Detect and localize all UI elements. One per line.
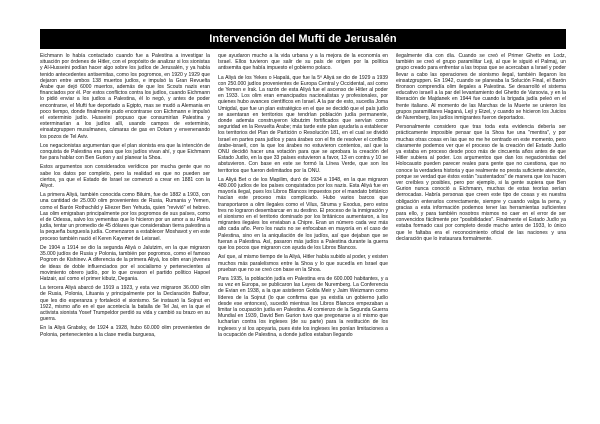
column-middle bbox=[218, 53, 388, 415]
paragraph: La Aliyá Bet o de los Mapilim, duró de 1934 a 1948, en la que migraron 480.000 judíos de los países conquistados por los nazis. Esta Aliyá fue en mayoría ilegal, pues los Libros Blancos impuestos por el mandato británico hacían este proceso más complicado. Hubo varios barcos que transportaron a olim ilegales como el Vilus, Struma y Exodus, pero estos tres no lograron desembarcar en su destino. El proceso de la inmigración y el sionismo en el territorio dominado por los británicos aumentaron, a los migrantes ilegales los enviaban a Chipre. Eran un número cada vez más alto cada año. Pero los nazis no se enfocaban en mayoría en el caso de Palestina, sino en la aniquilación de los judíos, así que dejaban que se fueran a Palestina. Así, pasaron más judíos a Palestina durante la guerra que los pocos que migraron con ayuda de los Libros Blancos. bbox=[218, 176, 388, 252]
paragraph: Estos argumentos son considerados verídicos por mucha gente que no sabe los datos por completo, pero la realidad es que no pueden ser ciertos, ya que el Estado de Israel se comenzó a crear en 1881 con la Aliyot. bbox=[40, 164, 210, 190]
paragraph: Personalmente considero que tras toda esta evidencia debería ser prácticamente imposible pensar que la Shoa fue una "mentira", y por muchas otras cosas en las que no me he centrado en este momento, pero claramente podemos ver que el proceso de la creación del Estado Judío ya estaba en proceso desde poco más de cincuenta años antes de que Hitler subiera al poder. Los argumentos que dan los negacionistas del Holocausto pueden parecer reales para gente que no cuestiona, que no conoce la verdadera historia y que realmente no presta suficiente atención, porque se verdad que éstos están "sustentados" de manera que los hacen ver creíbles y posibles, pero por ejemplo, si la gente supiera que Ben Gurion nunca conoció a Eichmann, muchas de estas teorías serían derrocadas. Habría personas que creen este tipo de cosas y es nuestra obligación enterarlos correctamente, siempre y cuando valga la pena, y gracias a esta información podemos tener las herramientas suficientes para ello, y para también nosotros mismos no caer en el error de ser convencidos fácilmente por "posibilidades". Finalmente el Estado Judío ya estaba formado casi por completo desde mucho antes de 1933, lo único que le faltaba era el reconocimiento oficial de las naciones y una declaración que lo instaurara formalmente. bbox=[396, 124, 566, 242]
column-left bbox=[40, 53, 210, 415]
paragraph: Eichmann lo había contactado cuando fue a Palestina a investigar la situación por órdenes de Hitler, con el propósito de analizar si los sionistas y Al-Husseini podían hacer algo sobre los judíos de Jerusalén, y ya había tenido antecedentes antisemitas, como los pogromos, en 1920 y 1929 que dejaron entre ambos 138 muertos judíos, e impulsó la Gran Revuelta Árabe que dejó 6000 muertos, además de que los Scouts nazis eran financiados por él. Por estos conflictos contra los judíos, cuando Eichmann lo pidió enviar a los judíos a Palestina, él lo negó, y antes de poder encontrarse, el Mufti fue deportado a Egipto, mas se mudó a Alemania en poco tiempo, donde finalmente pudo encontrarse con Eichmann e impulsó el exterminio judío. Husseini propuso que consumirían Palestina y exterminarían a los judíos allí, usando campos de exterminio, einsatzgruppen musulmanes, cámaras de gas en Dotam y envenenando los pozos de Tel Aviv. bbox=[40, 53, 210, 140]
paragraph: Para 1935, la población judía en Palestina era de 600.000 habitantes, y a su vez en Europa, se publicaron las Leyes de Nuremberg. La Conferencia de Evian en 1938, a la que asistieron Golda Meir y Jaim Weizmann como líderes de la Sojnut (lo que confirma que ya existía un gobierno judío desde ese entonces), sucedió mientras los Libros Blancos empezaban a limitar la ocupación judía en Palestina. Al comienzo de la Segunda Guerra Mundial en 1939, David Ben Gurion tuvo que pregonarse a sí mismo que lucharían contra los ingleses (de su parte) para la restitución de los ingleses y si los apoyaría, pues éste los ingleses les ponían limitaciones a la ocupación de Palestina, a donde judíos estaban llegando bbox=[218, 275, 388, 338]
column-right bbox=[396, 53, 566, 415]
text-columns bbox=[40, 53, 566, 415]
paragraph: La primera Aliyá, también conocida como Biluim, fue de 1882 a 1903, con una cantidad de 25.000 olim provenientes de Rusia, Rumania y Yemen, como el Barón Rothschild y Eliezer Ben Yehuda, quien "revivió" el hebreo. Las olim emigraban principalmente por los pogromos de sus países, como el de Odessa, salvo los yemenitas que lo hicieron por un amor a su Patria judía, tentar un promedio de 45 dólares que consideraban tierra palestina a la pequeña burguesía judía. Comenzaron a establecer Moshavot y en este proceso también nació el Keren Kayemet de Leisrael. bbox=[40, 192, 210, 242]
paragraph: La Aliyá de los Yekes o Hapalá, que fue la 5º Aliyá se dio de 1929 a 1939 con 250.000 judíos provenientes de Europa Central y Occidental, así como de Yemen e Irak. La razón de esta Aliyá fue el ascenso de Hitler al poder en 1933. Los olim eran emancipados nacionalistas y profesionales, por quienes hubo avances científicos en Israel. A la par de esto, sucedía Joma Umigdal, que fue un plan estratégico en el que se decidió que el país judío se asentaran en territorios que tendrían población judía permanente, donde además construyeron kibutzim fortificados que servían como seguridad en la Revuelta Árabe; más tarde este plan ayudaría a establecer los territorios del Plan de Partición o Resolución 181, en el cual se dividió Israel en partes para judíos y para árabes con el fin de resolver el conflicto árabe-israelí, con la que los árabes no estuvieron contentos, así que la ONU decidió hacer una votación para que se aprobara la creación del Estado Judío, en la que 33 países estuvieron a favor, 13 en contra y 10 se abstuvieron. Con base en este se formó la Línea Verde, que son los territorios que fueron delimitados por la ONU. bbox=[218, 74, 388, 174]
page-title-bar bbox=[40, 29, 566, 49]
paragraph: ilegalmente día con día. Cuando se creó el Primer Ghetto en Lodz, también se creó el grupo paramilitar Leji, al que le siguió el Palmaj, un grupo creado para enfrentar a las tropas que se acercaban a Israel y poder llevar a cabo las operaciones de sionismo ilegal, también llegaron los einsatzgruppen. En 1942, cuando se planeaba la Solución Final, el Barón Bronson comprendía olim ilegales a Palestina. Se desarrolló el sistema educativo israelí a la par del levantamiento del Ghetto de Varsovia, y en la liberación de Majdanek en 1944 fue cuando la brigada judía peleó en el frente italiano. Al momento de las Marchas de la Muerte se unieron los grupos paramilitares Haganá, Lejí y Etzel, y cuando se hicieron los Juicios de Nuremberg, los judíos inmigrantes fueron deportados. bbox=[396, 53, 566, 122]
page-title: Intervención del Mufti de Jerusalén bbox=[209, 33, 397, 45]
paragraph: que ayudaron mucho a la vida urbana y a la mejora de la economía en Israel. Ellos tuvieron que salir de su país de origen por la política antisemita que había impuesto el gobierno polaco. bbox=[218, 53, 388, 72]
paragraph: Los negacionistas argumentan que el plan sionista era que la intención de conquista de Palestina era para que los judíos vivan ahí, y que Eichmann fue para hablar con Ben Gurion y así planear la Shoa. bbox=[40, 142, 210, 162]
paragraph: Así que, al mismo tiempo de la Aliyá, Hitler había subido al poder, y existen muchos más paralelismos entre la Shoa y lo que sucedía en Israel que prueban que no se creó con base en la Shoa. bbox=[218, 254, 388, 273]
paragraph: La tercera Aliyá abarcó de 1919 a 1923, y esta vez migraron 36.000 olim de Rusia, Polonia, Lituania y principalmente por la Declaración Balfour, que les dio esperanza y fortaleció el sionismo. Se instauró la Sojnut en 1922, mismo año en el que acontecía la batalla de Tel Jai, en la que el activista sionista Yosef Trumpeldor perdió su vida y cambió su brazo en su guerra. bbox=[40, 285, 210, 323]
paragraph: De 1904 a 1914 se dio la segunda Aliyá o Jalutzim, en la que migraron 35.000 judíos de Rusia y Polonia, también por pogromos, como el famoso Pogrom de Kishinev. A diferencia de la primera Aliyá, los olim eran jóvenes de ideas de doble influenciados por el socialismo y pertenecientes al movimiento obrero judío, por lo que crearon el partido político Hapoel Hatzair, así como el primer kibutz, Degania. bbox=[40, 244, 210, 282]
paragraph: En la Aliyá Grabsky, de 1924 a 1928, hubo 60.000 olim provenientes de Polonia, pertenecientes a la clase media burguesa, bbox=[40, 325, 210, 338]
